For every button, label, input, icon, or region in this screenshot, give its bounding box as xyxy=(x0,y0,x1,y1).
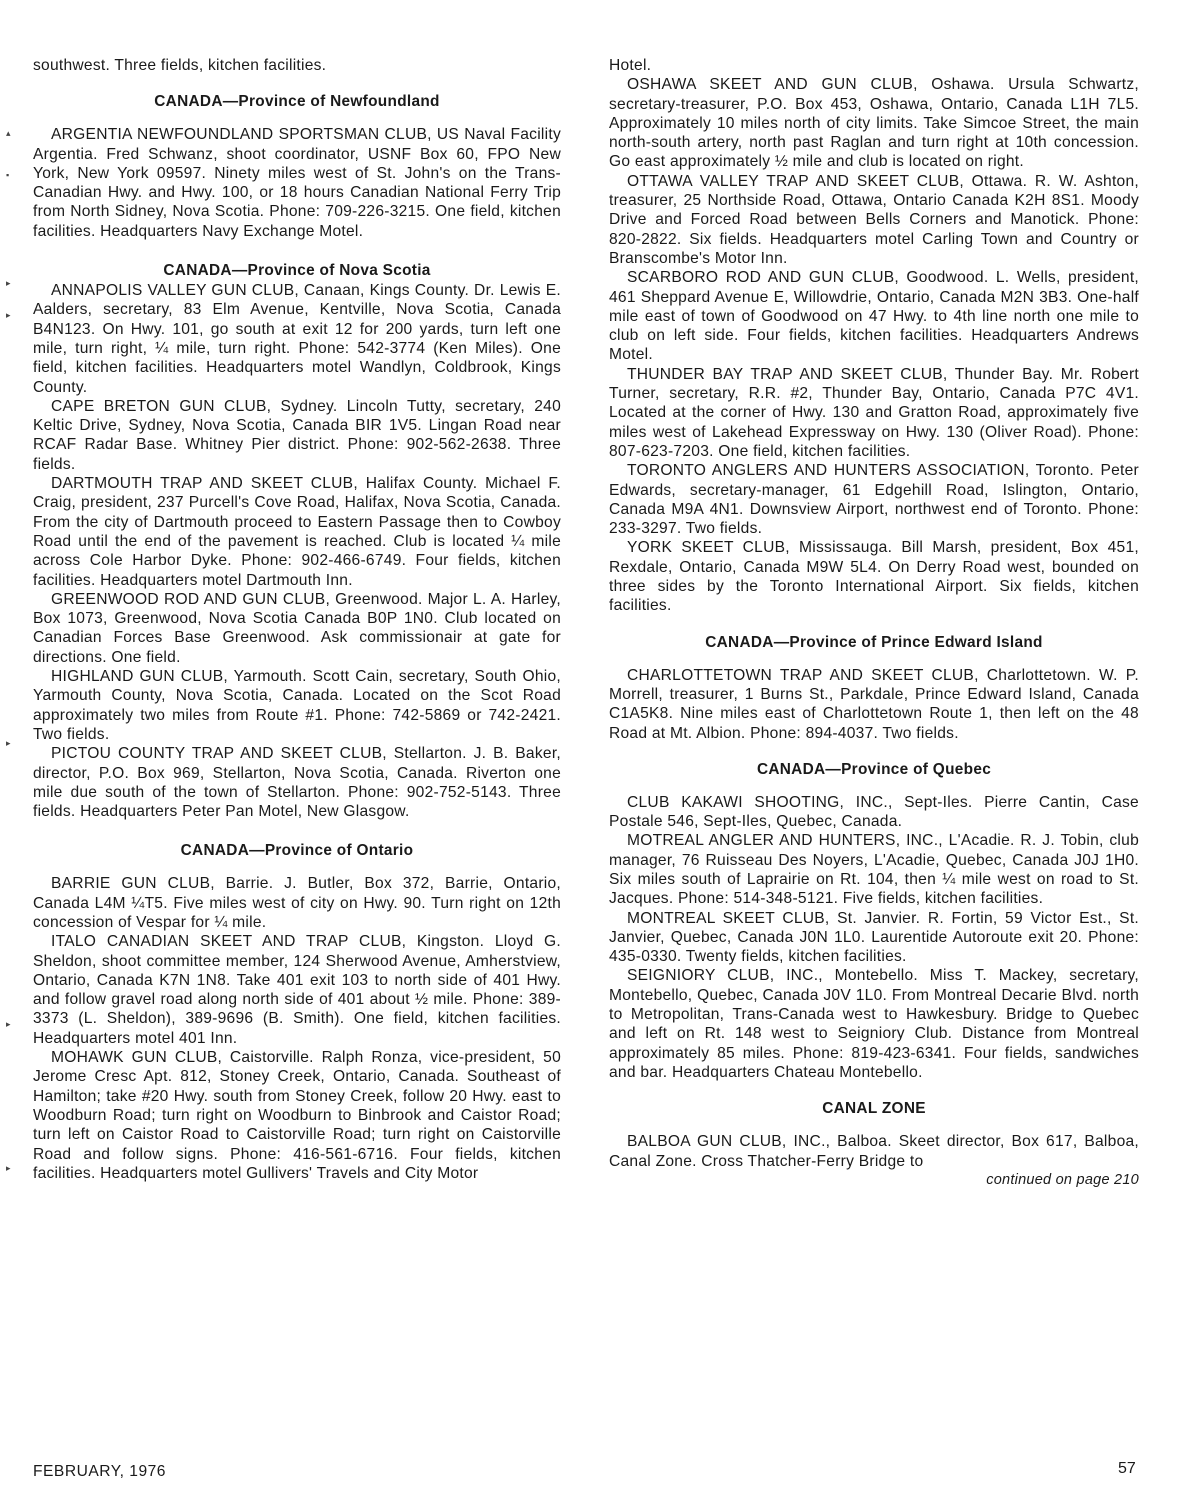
continued-text: Hotel. xyxy=(609,57,652,74)
margin-mark: ▸ xyxy=(6,1019,11,1029)
club-entry: ARGENTIA NEWFOUNDLAND SPORTSMAN CLUB, US Naval Facility Argentia. Fred Schwanz, shoot coordinator, USNF Box 60, FPO New York, New York 09597. Ninety miles west of St. John's on the Trans-Canadian Hwy. and Hwy. 100, or 18 hours Canadian National Ferry Trip from North Sidney, Nova Scotia. Phone: 709-226-3215. One field, kitchen facilities. Headquarters Navy Exchange Motel. xyxy=(33,126,561,240)
club-entry: YORK SKEET CLUB, Mississauga. Bill Marsh, president, Box 451, Rexdale, Ontario, Canada M9W 5L4. On Derry Road west, bounded on three sides by the Toronto International Airport. Six fields, kitchen facilities. xyxy=(609,539,1139,615)
margin-mark: ▴ xyxy=(6,128,11,138)
continued-note: continued on page 210 xyxy=(986,1171,1139,1188)
continued-text: southwest. Three fields, kitchen facilities. xyxy=(33,57,327,74)
club-entry: SCARBORO ROD AND GUN CLUB, Goodwood. L. Wells, president, 461 Sheppard Avenue E, Willowdrie, Ontario, Canada M2N 3B3. One-half mile east of town of Goodwood on 47 Hwy. to 4th line north one mile to club on left side. Four fields, kitchen facilities. Headquarters Andrews Motel. xyxy=(609,269,1139,364)
club-entry: HIGHLAND GUN CLUB, Yarmouth. Scott Cain, secretary, South Ohio, Yarmouth County, Nova Scotia, Canada. Located on the Scot Road approximately two miles from Route #1. Phone: 742-5869 or 742-2421. Two fields. xyxy=(33,668,561,743)
margin-mark: ▸ xyxy=(6,278,11,288)
club-entry: SEIGNIORY CLUB, INC., Montebello. Miss T. Mackey, secretary, Montebello, Quebec, Canada J0V 1L0. From Montreal Decarie Blvd. north to Metropolitan, Trans-Canada west to Hawkesbury. Bridge to Quebec and left on Rt. 148 west to Seigniory Club. Distance from Montreal approximately 85 miles. Phone: 819-423-6341. Four fields, sandwiches and bar. Headquarters Chateau Montebello. xyxy=(609,967,1139,1081)
section-heading-quebec: CANADA—Province of Quebec xyxy=(756,760,992,778)
club-entry: CHARLOTTETOWN TRAP AND SKEET CLUB, Charlottetown. W. P. Morrell, treasurer, 1 Burns St., Parkdale, Prince Edward Island, Canada C1A5K8. Nine miles east of Charlottetown Route 1, then left on the 48 Road at Mt. Albion. Phone: 894-4037. Two fields. xyxy=(609,666,1139,742)
margin-mark: ▪ xyxy=(6,170,10,180)
club-entry: PICTOU COUNTY TRAP AND SKEET CLUB, Stellarton. J. B. Baker, director, P.O. Box 969, Stellarton, Nova Scotia, Canada. Riverton one mile due south of the town of Stellarton. Phone: 902-752-5143. Three fields. Headquarters Peter Pan Motel, New Glasgow. xyxy=(33,745,561,821)
club-entry: MOHAWK GUN CLUB, Caistorville. Ralph Ronza, vice-president, 50 Jerome Cresc Apt. 812, Stoney Creek, Ontario, Canada. Southeast of Hamilton; take #20 Hwy. south from Stoney Creek, follow 20 Hwy. east to Woodburn Road; turn right on Woodburn to Binbrook and Caistor Road; turn left on Caistor Road to Caistorville Road; turn right on Caistorville Road and follow signs. Phone: 416-561-6716. Four fields, kitchen facilities. Headquarters motel Gullivers' Travels and City Motor xyxy=(33,1049,561,1182)
page-number: 57 xyxy=(1118,1460,1136,1477)
club-entry: BALBOA GUN CLUB, INC., Balboa. Skeet director, Box 617, Balboa, Canal Zone. Cross Thatcher-Ferry Bridge to xyxy=(609,1133,1139,1170)
club-entry: BARRIE GUN CLUB, Barrie. J. Butler, Box 372, Barrie, Ontario, Canada L4M ¼T5. Five miles west of city on Hwy. 90. Turn right on 12th concession of Vespar for ¼ mile. xyxy=(33,875,561,931)
club-entry: GREENWOOD ROD AND GUN CLUB, Greenwood. Major L. A. Harley, Box 1073, Greenwood, Nova Scotia Canada B0P 1N0. Club located on Canadian Forces Base Greenwood. Ask commissionair at gate for directions. One field. xyxy=(33,590,561,666)
club-entry: OTTAWA VALLEY TRAP AND SKEET CLUB, Ottawa. R. W. Ashton, treasurer, 25 Northside Road, Ottawa, Ontario Canada K2H 8S1. Moody Drive and Forced Road between Bells Corners and Manotick. Phone: 820-2822. Six fields. Headquarters motel Carling Town and Country or Branscombe's Motor Inn. xyxy=(609,172,1139,267)
section-heading-newfoundland: CANADA—Province of Newfoundland xyxy=(154,93,440,111)
club-entry: ITALO CANADIAN SKEET AND TRAP CLUB, Kingston. Lloyd G. Sheldon, shoot committee member, 124 Sherwood Avenue, Amherstview, Ontario, Canada K7N 1N8. Take 401 exit 103 to north side of 401 Hwy. and follow gravel road along north side of 401 about ½ mile. Phone: 389-3373 (L. Sheldon), 389-9696 (B. Smith). One field, kitchen facilities. Headquarters motel 401 Inn. xyxy=(33,933,561,1047)
club-entry: MOTREAL ANGLER AND HUNTERS, INC., L'Acadie. R. J. Tobin, club manager, 76 Ruisseau Des Noyers, L'Acadie, Quebec, Canada J0J 1H0. Six miles south of Laprairie on Rt. 104, then ¼ mile west on road to St. Jacques. Phone: 514-348-5121. Five fields, kitchen facilities. xyxy=(609,832,1139,908)
margin-mark: ▸ xyxy=(6,1163,11,1173)
club-entry: MONTREAL SKEET CLUB, St. Janvier. R. Fortin, 59 Victor Est., St. Janvier, Quebec, Canada J0N 1L0. Laurentide Autoroute exit 20. Phone: 435-0330. Twenty fields, kitchen facilities. xyxy=(609,909,1139,966)
club-entry: THUNDER BAY TRAP AND SKEET CLUB, Thunder Bay. Mr. Robert Turner, secretary, R.R. #2, Thunder Bay, Ontario, Canada P7C 4V1. Located at the corner of Hwy. 130 and Gratton Road, approximately five miles west of Lakehead Expressway on Hwy. 130 (Oliver Road). Phone: 807-623-7203. One field, kitchen facilities. xyxy=(609,365,1139,460)
club-entry: OSHAWA SKEET AND GUN CLUB, Oshawa. Ursula Schwartz, secretary-treasurer, P.O. Box 453, Oshawa, Ontario, Canada L1H 7L5. Approximately 10 miles north of city limits. Take Simcoe Street, the main north-south artery, north past Raglan and turn right at 10th concession. Go east approximately ½ mile and club is located on right. xyxy=(609,76,1139,171)
section-heading-canal-zone: CANAL ZONE xyxy=(822,1100,926,1118)
club-entry: CAPE BRETON GUN CLUB, Sydney. Lincoln Tutty, secretary, 240 Keltic Drive, Sydney, Nova Scotia, Canada BIR 1V5. Lingan Road near RCAF Radar Base. Whitney Pier district. Phone: 902-562-2638. Three fields. xyxy=(33,397,561,473)
left-column xyxy=(33,56,561,1183)
margin-mark: ▸ xyxy=(6,738,11,748)
section-heading-ontario: CANADA—Province of Ontario xyxy=(180,842,414,860)
section-heading-prince-edward-island: CANADA—Province of Prince Edward Island xyxy=(705,633,1043,651)
club-entry: ANNAPOLIS VALLEY GUN CLUB, Canaan, Kings County. Dr. Lewis E. Aalders, secretary, 83 Elm Avenue, Kentville, Nova Scotia, Canada B4N123. On Hwy. 101, go south at exit 12 for 200 yards, turn left one mile, turn right, ¼ mile, turn right. Phone: 542-3774 (Ken Miles). One field, kitchen facilities. Headquarters motel Wandlyn, Coldbrook, Kings County. xyxy=(33,282,561,396)
section-heading-nova-scotia: CANADA—Province of Nova Scotia xyxy=(163,262,431,280)
club-entry: DARTMOUTH TRAP AND SKEET CLUB, Halifax County. Michael F. Craig, president, 237 Purcell's Cove Road, Halifax, Nova Scotia, Canada. From the city of Dartmouth proceed to Eastern Passage then to Cowboy Road until the end of the pavement is reached. Club is located ¼ mile across Cole Harbor Dyke. Phone: 902-466-6749. Four fields, kitchen facilities. Headquarters motel Dartmouth Inn. xyxy=(33,475,561,589)
club-entry: TORONTO ANGLERS AND HUNTERS ASSOCIATION, Toronto. Peter Edwards, secretary-manager, 61 Edgehill Road, Islington, Ontario, Canada M9A 4N1. Downsview Airport, northwest end of Toronto. Phone: 233-3297. Two fields. xyxy=(609,462,1139,538)
right-column xyxy=(609,56,1139,1190)
footer-date: FEBRUARY, 1976 xyxy=(33,1463,166,1480)
club-entry: CLUB KAKAWI SHOOTING, INC., Sept-Iles. Pierre Cantin, Case Postale 546, Sept-Iles, Quebec, Canada. xyxy=(609,793,1139,831)
margin-mark: ▸ xyxy=(6,310,11,320)
